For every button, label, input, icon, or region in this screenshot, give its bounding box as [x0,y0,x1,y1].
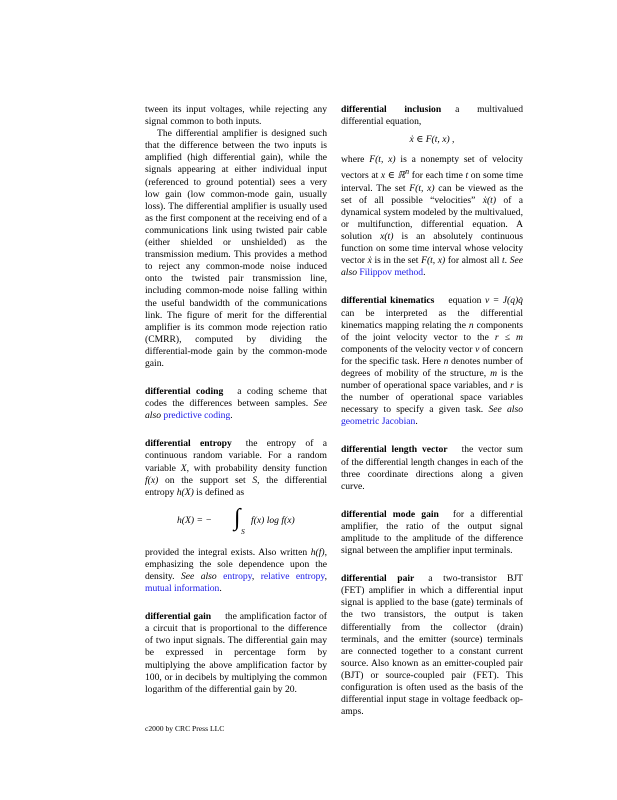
term-differential-gain: differential gain [145,611,212,623]
continuation-paragraph: tween its input voltages, while rejecting any signal common to both inputs. [145,104,327,128]
entry-differential-gain: differential gain the amplification factor of a circuit that is proportional to the difference of two input signals. The differential gain may be expressed in percentage form by multiplying the above amplification factor by 100, or in decibels by multiplying the common logarithm of the differential gain by 20. [145,611,327,695]
entry-differential-pair: differential pair a two-transistor BJT (FET) amplifier in which a differential input signal is applied to the base (gate) terminals of the two transistors, the output is taken differentially from the collector (drain) terminals, and the emitter (source) terminals are connected together to a constant current source. Also known as an emitter-coupled pair (BJT) or source-coupled pair (FET). This configuration is often used as the basis of the differential input stage in voltage feedback op-amps. [341,573,523,718]
link-entropy[interactable]: entropy [223,571,252,582]
entry-differential-kinematics: differential kinematics equation v = J(q)q̇ can be interpreted as the differential kinematics mapping relating the n components of the joint velocity vector to the r ≤ m components of the velocity vector v of concern for the specific task. Here n denotes number of degrees of mobility of the structure, m is the number of operational space variables, and r is the number of operational space variables necessary to specify a given task. See also geometric Jacobian. [341,295,524,428]
entry-differential-length-vector: differential length vector the vector sum of the differential length changes in each of the three coordinate directions along a given curve. [341,444,523,492]
term-differential-length-vector: differential length vector [341,444,448,456]
left-column [145,104,327,696]
link-mutual-information[interactable]: mutual information [145,583,220,595]
integral-sign: ∫ [234,504,241,531]
term-differential-entropy: differential entropy [145,438,232,450]
term-differential-inclusion: differential inclusion [341,104,442,115]
link-predictive-coding[interactable]: predictive coding [163,410,231,422]
equation-lhs: h(X) = − [177,514,212,526]
inclusion-explanation: where F(t, x) is a nonempty set of velocity vectors at x ∈ ℝ$^n$ for each time t on some time interval. The set F(t, x) can be viewed as the set of all possible “velocities” ẋ(t) of a dynamical system modeled by the multivalued, or multifunction, differential equation. A solution x(t) is an absolutely continuous function on some time interval whose velocity vector ẋ is in the set F(t, x) for almost all t. See also Filippov method. [341,154,524,279]
term-differential-coding: differential coding [145,386,224,398]
amplifier-paragraph: The differential amplifier is designed such that the difference between the two inputs is amplified (high differential gain), while the signals appearing at either individual input (referenced to ground potential) sees a very low gain (low common-mode gain, usually loss). The differential amplifier is usually used as the first component at the receiving end of a communications link using twisted pair cable (either shielded or unshielded) as the transmission medium. This provides a method to reject any common-mode noise induced onto the twisted pair transmission line, including common-mode noise falling within the useful bandwidth of the communications link. The figure of merit for the differential amplifier is its common mode rejection ratio (CMRR), computed by dividing the differential-mode gain by the common-mode gain. [145,128,327,369]
integral-subscript: S [241,526,245,536]
equation-rhs: f(x) log f(x) [251,514,295,526]
link-geometric-jacobian[interactable]: geometric Jacobian [341,416,416,428]
term-differential-pair: differential pair [341,573,415,585]
entry-differential-entropy: differential entropy the entropy of a continuous random variable. For a random variable X, with probability density function f(x) on the support set S, the differential entropy h(X) is defined as [145,438,328,498]
link-filippov-method[interactable]: Filippov method [359,267,424,279]
entry-differential-inclusion: differential inclusion a multivalued differential equation, [341,104,523,128]
term-differential-kinematics: differential kinematics [341,295,435,307]
link-relative-entropy[interactable]: relative entropy [260,571,325,582]
copyright-footer: c2000 by CRC Press LLC [145,724,225,733]
entropy-equation [145,505,327,539]
entry-differential-mode-gain: differential mode gain for a differential amplifier, the ratio of the output signal amplitude to the amplitude of the difference signal between the amplifier input terminals. [341,508,523,557]
entry-differential-coding: differential coding a coding scheme that codes the differences between samples. See also predictive coding. [145,386,327,422]
inclusion-equation: ẋ ∈ F(t, x) , [409,134,455,146]
term-differential-mode-gain: differential mode gain [341,508,439,520]
entropy-continuation: provided the integral exists. Also written h(f), emphasizing the sole dependence upon the density. See also entropy, relative entropy, mutual information. [145,546,327,595]
right-column [341,104,523,718]
